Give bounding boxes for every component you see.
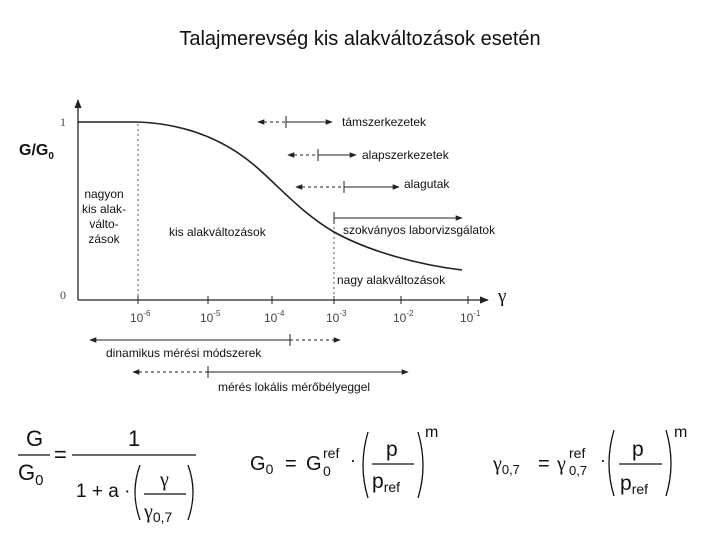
range-local-gauges [133, 366, 408, 394]
x-tick-label: $10^{-3}$ [326, 309, 347, 325]
f3-lhs: $\gamma_{0,7}$ [493, 453, 520, 477]
f1-rhs-num: 1 [128, 426, 141, 451]
f1-gamma-ref: $\gamma_{0,7}$ [144, 501, 173, 525]
large-strain-label: nagy alakváltozások [337, 273, 446, 287]
f1-lhs-num: G [26, 426, 44, 451]
range-foundations [288, 148, 450, 162]
range-tunnels-label: alagutak [404, 177, 450, 191]
f3-paren-left [609, 430, 614, 496]
x-axis-label: γ [498, 286, 507, 307]
f3-paren-right [666, 430, 671, 496]
x-tick-label: $10^{-4}$ [264, 309, 285, 325]
very-small-line: nagyon [84, 187, 124, 201]
f3-p-ref: pref [620, 472, 649, 497]
f2-exponent: m [425, 424, 439, 441]
f2-lhs: $G_0$ [250, 453, 274, 477]
f2-rhs-base: G [306, 453, 322, 475]
axes [78, 100, 488, 300]
range-foundations-label: alapszerkezetek [362, 148, 449, 162]
f3-rhs-base: γ [557, 453, 566, 475]
f1-gamma: γ [160, 469, 169, 491]
f3-exponent: m [674, 424, 688, 441]
y-tick-1: 1 [60, 115, 66, 129]
x-tick-label: $10^{-1}$ [460, 309, 481, 325]
f2-p-ref: pref [372, 470, 401, 495]
f2-rhs-sup: ref [323, 445, 340, 461]
range-dynamic-methods [90, 334, 340, 360]
stiffness-curve [78, 122, 462, 270]
f1-equals: = [54, 442, 67, 467]
very-small-line: válto- [89, 217, 119, 231]
formula-reference-modulus [250, 424, 438, 498]
f3-rhs-sub: 0,7 [569, 463, 588, 478]
f2-p: p [386, 438, 398, 461]
range-tunnels [296, 177, 450, 193]
x-tick-labels [130, 309, 481, 325]
range-retaining [258, 115, 427, 129]
f1-paren-right [188, 465, 193, 520]
x-tick-label: $10^{-2}$ [393, 309, 414, 325]
slide-title: Talajmerevség kis alakváltozások esetén [179, 28, 541, 50]
very-small-line: kis alak- [81, 202, 127, 216]
f1-lhs-den: $G_0$ [18, 460, 44, 489]
range-standard-lab-label: szokványos laborvizsgálatok [343, 223, 496, 237]
very-small-strain-label [82, 187, 126, 246]
f2-paren-right [418, 432, 423, 498]
x-tick-label: $10^{-6}$ [130, 309, 151, 325]
f2-rhs-sub: 0 [323, 463, 331, 479]
f3-equals: = [538, 453, 550, 475]
f3-rhs-sup: ref [569, 445, 586, 461]
f1-rhs-den-prefix: 1 + a · [76, 481, 131, 502]
formula-stiffness-degradation [18, 426, 196, 525]
f3-dot: · [600, 450, 606, 470]
x-tick-label: $10^{-5}$ [200, 309, 221, 325]
y-tick-0: 0 [60, 288, 66, 302]
f2-dot: · [350, 450, 356, 470]
very-small-line: zások [88, 232, 120, 246]
range-standard-lab [334, 212, 496, 237]
range-dynamic-methods-label: dinamikus mérési módszerek [106, 346, 262, 360]
range-local-gauges-label: mérés lokális mérőbélyeggel [218, 380, 371, 394]
f2-paren-left [363, 432, 368, 498]
f3-p: p [632, 438, 644, 461]
y-axis-label: $G/G_0$ [19, 142, 54, 162]
small-strain-label: kis alakváltozások [169, 225, 266, 239]
formula-reference-strain [492, 424, 687, 497]
range-retaining-label: támszerkezetek [342, 115, 427, 129]
f2-equals: = [285, 453, 297, 475]
f1-paren-left [135, 465, 140, 520]
